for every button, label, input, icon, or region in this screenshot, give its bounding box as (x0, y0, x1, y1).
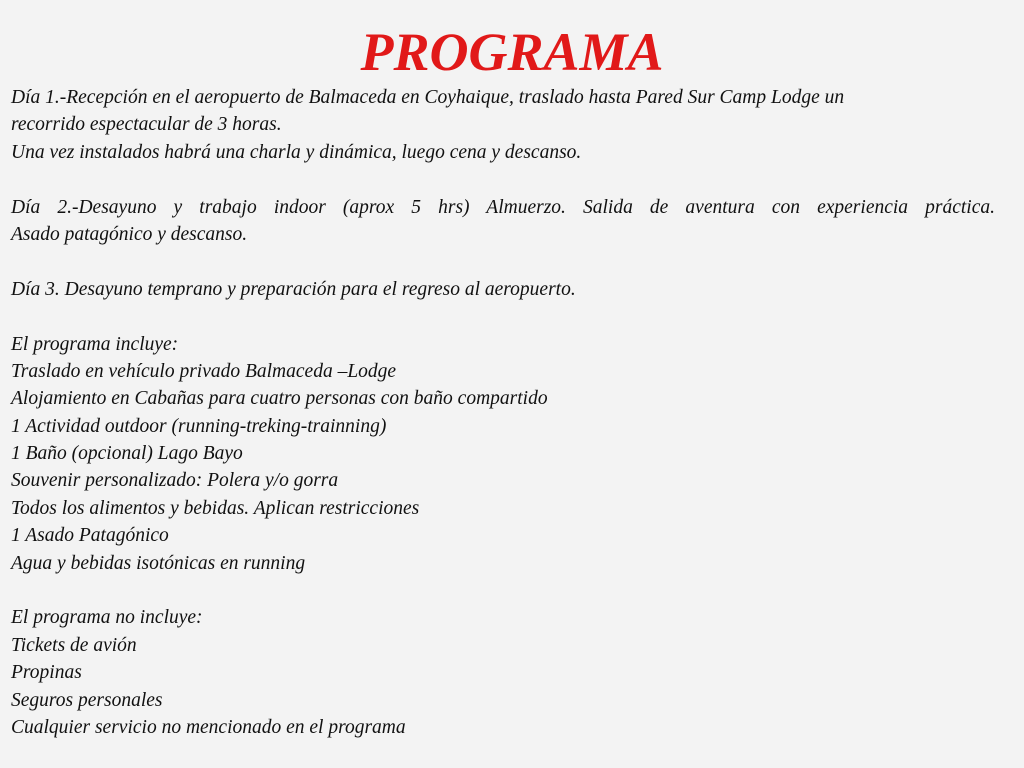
day2-line2: Asado patagónico y descanso. (11, 223, 248, 245)
excludes-item: Seguros personales (11, 689, 163, 711)
day1-line2: recorrido espectacular de 3 horas. (11, 114, 282, 136)
excludes-item: Tickets de avión (11, 634, 137, 656)
excludes-item: Cualquier servicio no mencionado en el programa (11, 716, 406, 738)
includes-item: 1 Asado Patagónico (11, 525, 169, 547)
program-body (11, 84, 995, 741)
excludes-heading: El programa no incluye: (11, 607, 203, 629)
page-title: PROGRAMA (360, 22, 664, 82)
includes-item: 1 Baño (opcional) Lago Bayo (11, 443, 243, 465)
includes-item: 1 Actividad outdoor (running-treking-trainning) (11, 415, 387, 437)
spacer (11, 303, 995, 330)
spacer (11, 166, 995, 193)
includes-item: Traslado en vehículo privado Balmaceda –Lodge (11, 360, 397, 382)
day1-line1: Día 1.-Recepción en el aeropuerto de Balmaceda en Coyhaique, traslado hasta Pared Sur Camp Lodge un (11, 87, 845, 108)
excludes-item: Propinas (11, 662, 82, 684)
spacer (11, 248, 995, 275)
day3-line1: Día 3. Desayuno temprano y preparación para el regreso al aeropuerto. (11, 278, 576, 300)
includes-item: Alojamiento en Cabañas para cuatro personas con baño compartido (11, 388, 548, 410)
includes-heading: El programa incluye: (11, 333, 179, 355)
day1-line3: Una vez instalados habrá una charla y dinámica, luego cena y descanso. (11, 141, 582, 163)
spacer (11, 577, 995, 604)
includes-item: Todos los alimentos y bebidas. Aplican restricciones (11, 497, 420, 519)
day2-line1: Día 2.-Desayuno y trabajo indoor (aprox 5 hrs) Almuerzo. Salida de aventura con experiencia práctica. (11, 196, 995, 218)
includes-item: Souvenir personalizado: Polera y/o gorra (11, 470, 339, 492)
includes-item: Agua y bebidas isotónicas en running (11, 552, 306, 574)
